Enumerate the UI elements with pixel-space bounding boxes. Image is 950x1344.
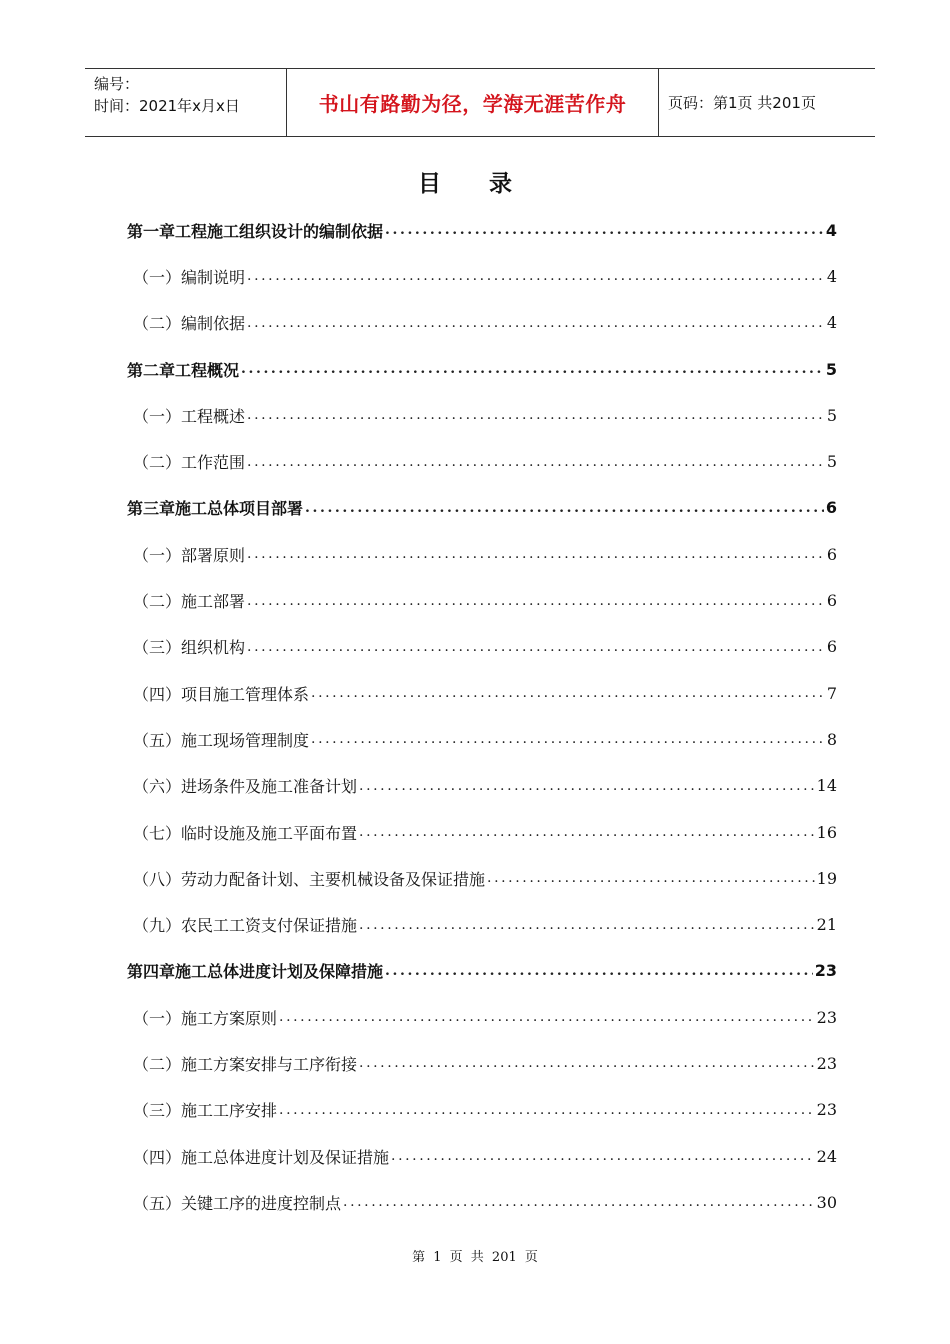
toc-leader-dots (311, 731, 825, 747)
toc-entry-title: （一）编制说明 (133, 267, 246, 287)
toc-chapter-entry[interactable] (127, 207, 837, 253)
toc-entry-title: （四）施工总体进度计划及保证措施 (133, 1147, 390, 1167)
toc-leader-dots (385, 222, 824, 238)
toc-entry-title: 第三章施工总体项目部署 (127, 499, 304, 519)
toc-entry-title: （三）施工工序安排 (133, 1101, 278, 1121)
header-page-info: 页码：第1页 共201页 (668, 94, 816, 112)
toc-section-entry[interactable] (127, 1179, 837, 1225)
toc-title: 目 录 (417, 171, 532, 197)
toc-section-entry[interactable] (127, 253, 837, 299)
toc-leader-dots (305, 500, 824, 516)
toc-entry-title: （一）工程概述 (133, 406, 246, 426)
toc-leader-dots (385, 963, 813, 979)
header-number: 编号： (94, 75, 140, 93)
toc-section-entry[interactable] (127, 438, 837, 484)
toc-section-entry[interactable] (127, 855, 837, 901)
toc-entry-page: 4 (826, 313, 837, 333)
toc-leader-dots (241, 361, 824, 377)
table-of-contents (127, 207, 837, 1226)
page-header (85, 68, 875, 137)
toc-entry-title: （五）关键工序的进度控制点 (133, 1193, 342, 1213)
toc-entry-title: （五）施工现场管理制度 (133, 730, 310, 750)
toc-entry-page: 23 (816, 1100, 837, 1120)
toc-leader-dots (343, 1194, 815, 1210)
toc-chapter-entry[interactable] (127, 948, 837, 994)
toc-entry-page: 14 (816, 776, 837, 796)
toc-entry-page: 6 (826, 591, 837, 611)
toc-leader-dots (279, 1102, 815, 1118)
toc-leader-dots (247, 546, 825, 562)
toc-section-entry[interactable] (127, 531, 837, 577)
toc-section-entry[interactable] (127, 1133, 837, 1179)
toc-entry-title: （二）施工部署 (133, 592, 246, 612)
toc-entry-page: 19 (816, 868, 837, 888)
toc-chapter-entry[interactable] (127, 346, 837, 392)
toc-entry-title: （二）编制依据 (133, 314, 246, 334)
toc-entry-page: 4 (826, 266, 837, 286)
toc-entry-page: 6 (825, 498, 837, 518)
toc-section-entry[interactable] (127, 300, 837, 346)
toc-entry-page: 4 (825, 220, 837, 240)
header-motto: 书山有路勤为径，学海无涯苦作舟 (286, 69, 659, 136)
toc-entry-page: 23 (816, 1007, 837, 1027)
toc-entry-page: 16 (816, 822, 837, 842)
toc-entry-page: 5 (825, 359, 837, 379)
toc-entry-page: 24 (816, 1146, 837, 1166)
toc-entry-title: （九）农民工工资支付保证措施 (133, 916, 358, 936)
toc-entry-title: （二）工作范围 (133, 453, 246, 473)
toc-section-entry[interactable] (127, 716, 837, 762)
toc-section-entry[interactable] (127, 1087, 837, 1133)
toc-leader-dots (487, 870, 815, 886)
toc-entry-page: 6 (826, 637, 837, 657)
toc-entry-page: 21 (816, 915, 837, 935)
toc-entry-title: （一）部署原则 (133, 545, 246, 565)
toc-entry-title: （一）施工方案原则 (133, 1008, 278, 1028)
toc-entry-page: 30 (816, 1192, 837, 1212)
toc-section-entry[interactable] (127, 670, 837, 716)
toc-section-entry[interactable] (127, 392, 837, 438)
page-footer: 第 1 页 共 201 页 (412, 1250, 538, 1265)
toc-section-entry[interactable] (127, 577, 837, 623)
toc-entry-title: 第四章施工总体进度计划及保障措施 (127, 962, 384, 982)
header-date: 时间：2021年x月x日 (94, 97, 240, 115)
toc-entry-page: 5 (826, 452, 837, 472)
toc-leader-dots (247, 268, 825, 284)
toc-leader-dots (359, 824, 815, 840)
toc-section-entry[interactable] (127, 763, 837, 809)
toc-entry-page: 7 (826, 683, 837, 703)
toc-leader-dots (247, 407, 825, 423)
toc-section-entry[interactable] (127, 809, 837, 855)
toc-chapter-entry[interactable] (127, 485, 837, 531)
toc-section-entry[interactable] (127, 994, 837, 1040)
toc-entry-page: 6 (826, 544, 837, 564)
toc-leader-dots (359, 1055, 815, 1071)
toc-leader-dots (247, 454, 825, 470)
toc-leader-dots (247, 639, 825, 655)
header-meta (85, 69, 286, 136)
toc-entry-title: （八）劳动力配备计划、主要机械设备及保证措施 (133, 869, 486, 889)
toc-entry-page: 8 (826, 729, 837, 749)
toc-leader-dots (359, 917, 815, 933)
toc-leader-dots (311, 685, 825, 701)
toc-entry-title: 第二章工程概况 (127, 360, 240, 380)
toc-entry-page: 5 (826, 405, 837, 425)
toc-entry-title: （七）临时设施及施工平面布置 (133, 823, 358, 843)
toc-section-entry[interactable] (127, 1040, 837, 1086)
toc-leader-dots (247, 315, 825, 331)
toc-entry-page: 23 (814, 961, 837, 981)
toc-entry-title: （三）组织机构 (133, 638, 246, 658)
toc-entry-title: （六）进场条件及施工准备计划 (133, 777, 358, 797)
toc-leader-dots (359, 778, 815, 794)
toc-entry-title: （二）施工方案安排与工序衔接 (133, 1054, 358, 1074)
toc-entry-title: 第一章工程施工组织设计的编制依据 (127, 221, 384, 241)
toc-leader-dots (279, 1009, 815, 1025)
toc-section-entry[interactable] (127, 901, 837, 947)
toc-leader-dots (247, 593, 825, 609)
toc-leader-dots (391, 1148, 815, 1164)
toc-entry-title: （四）项目施工管理体系 (133, 684, 310, 704)
toc-entry-page: 23 (816, 1053, 837, 1073)
toc-section-entry[interactable] (127, 624, 837, 670)
